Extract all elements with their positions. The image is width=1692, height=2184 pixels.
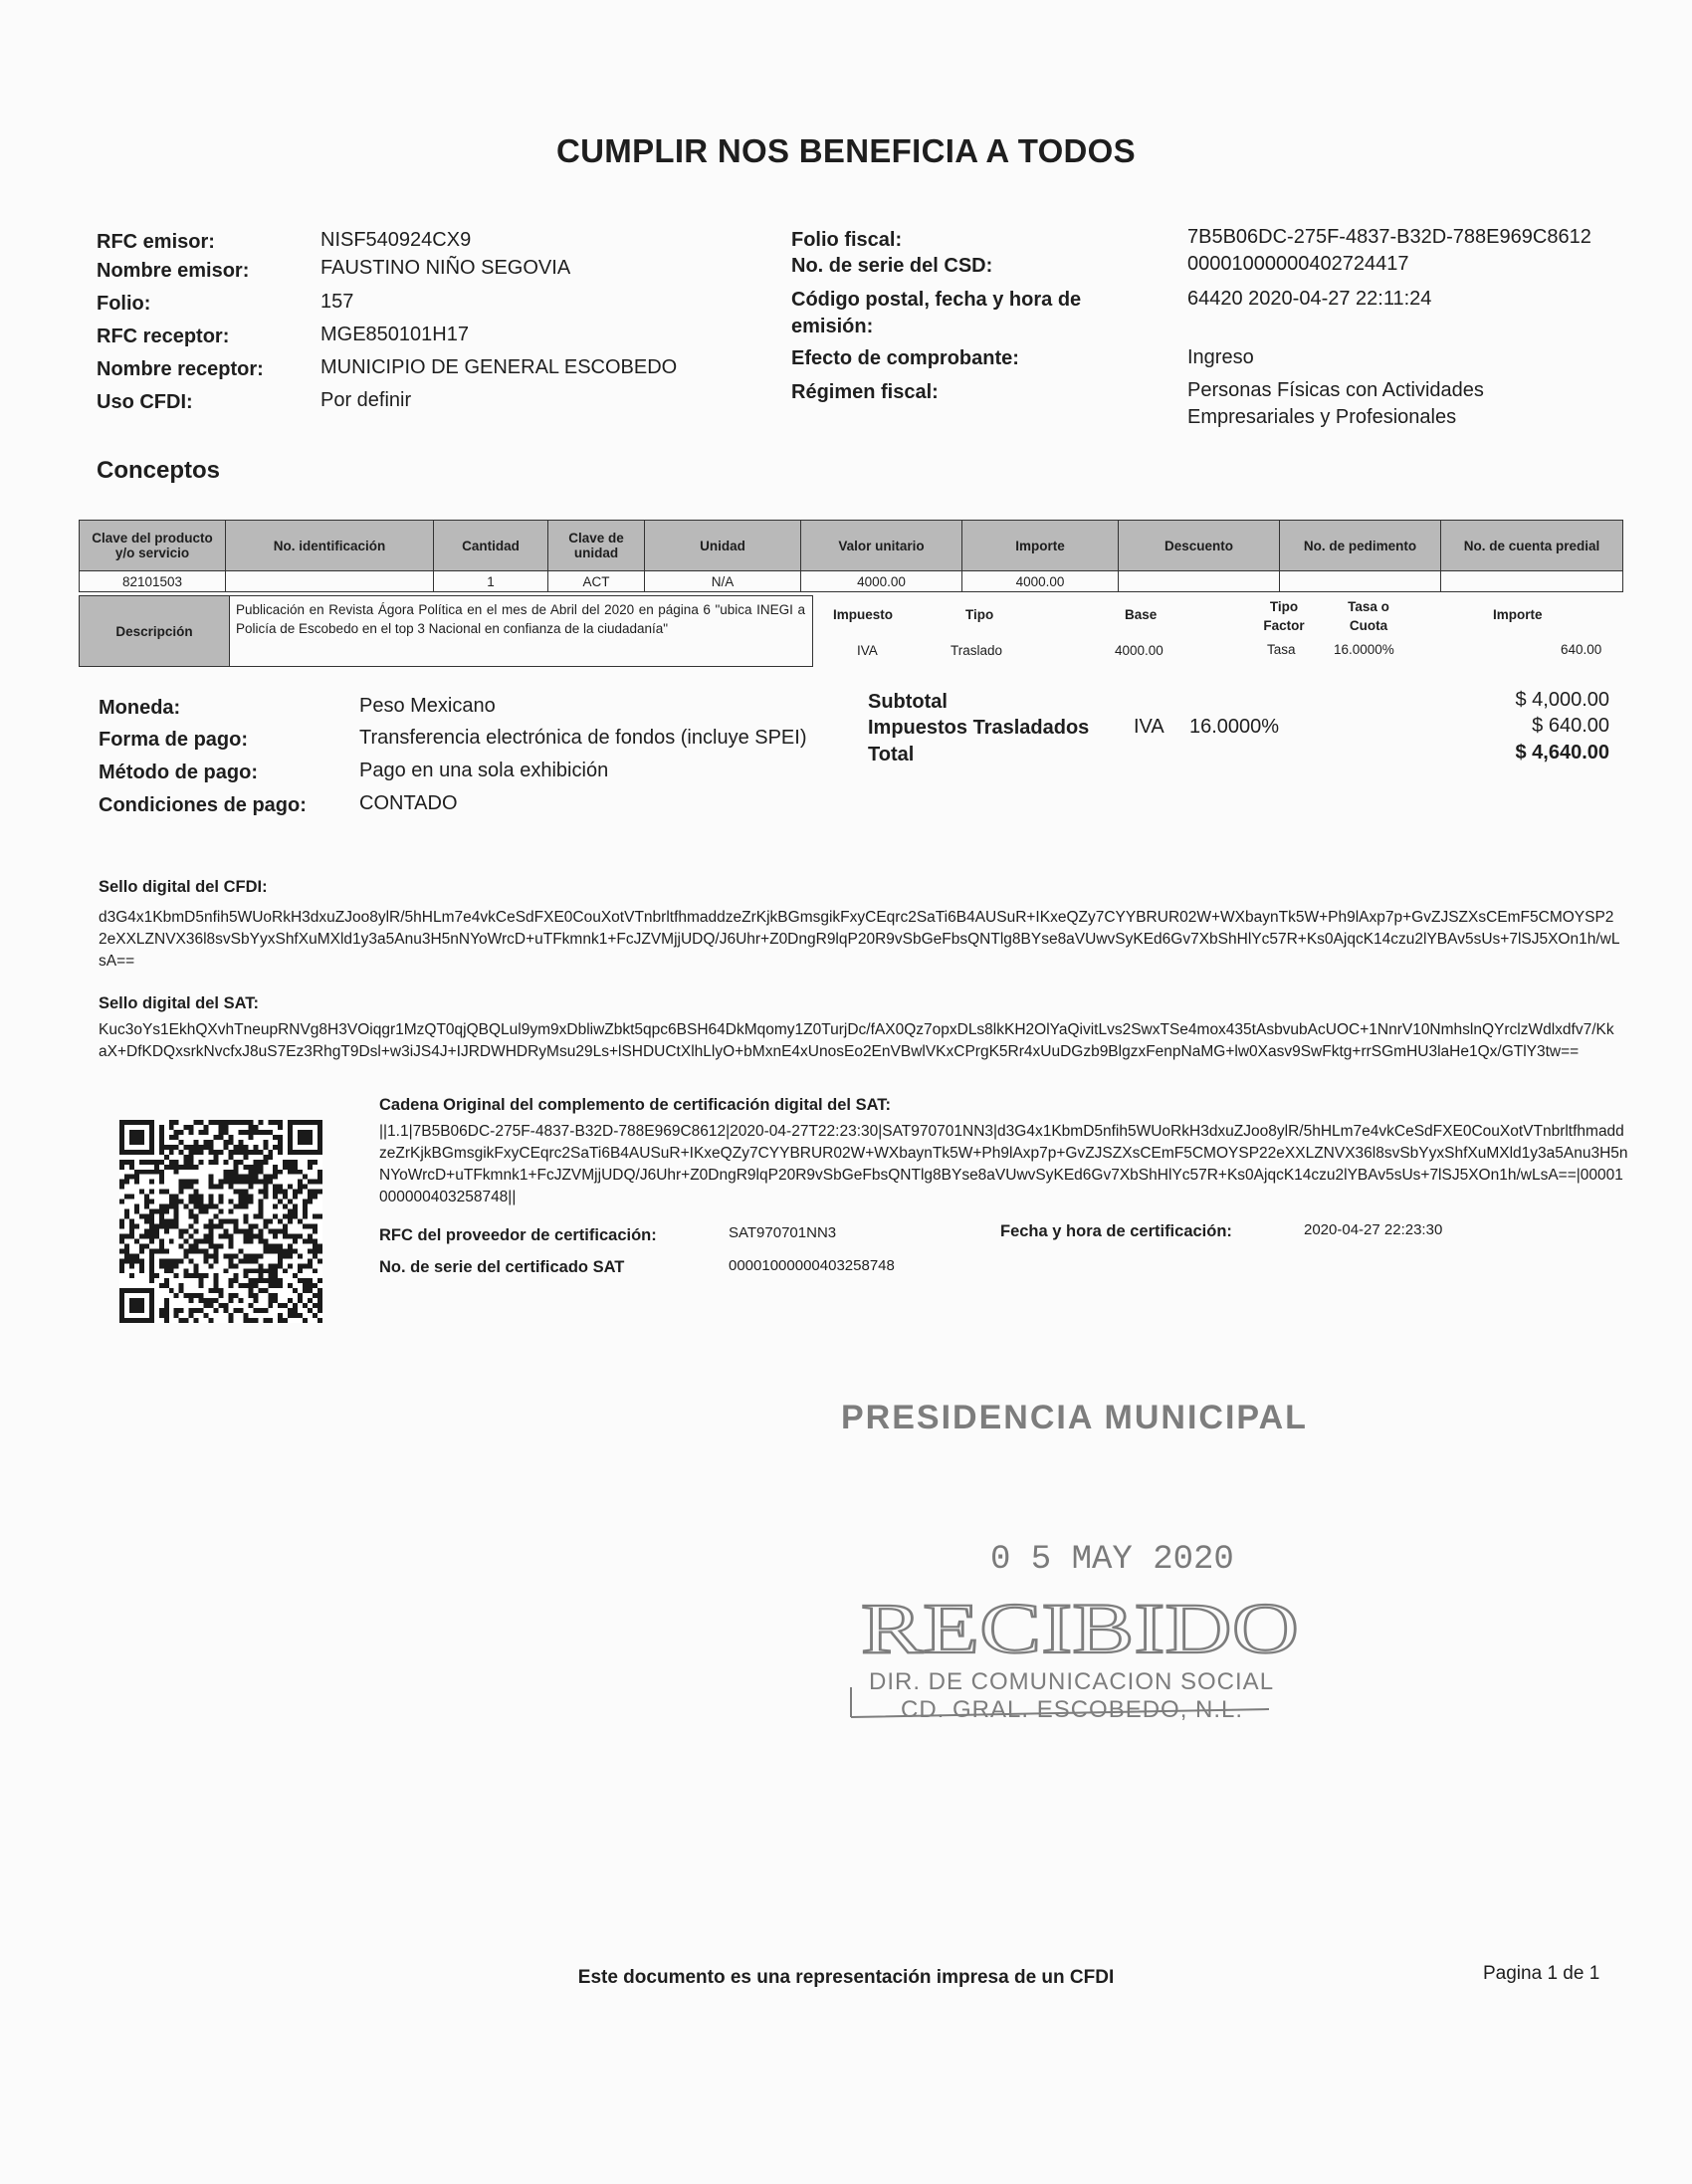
cp-fecha-label-2: emisión: bbox=[791, 316, 874, 337]
uso-cfdi-label: Uso CFDI: bbox=[97, 391, 193, 413]
total-label: Total bbox=[868, 744, 915, 765]
rfc-receptor-label: RFC receptor: bbox=[97, 326, 230, 347]
col-cuenta-predial: No. de cuenta predial bbox=[1441, 521, 1623, 571]
col-unidad: Unidad bbox=[645, 521, 801, 571]
cell-clave-producto: 82101503 bbox=[80, 571, 226, 592]
stamp-date: 0 5 MAY 2020 bbox=[990, 1541, 1234, 1579]
imp-tasa-cuota: 16.0000% bbox=[1334, 642, 1394, 657]
imp-header-tasa-cuota: Tasa o Cuota bbox=[1348, 599, 1389, 633]
col-descuento: Descuento bbox=[1119, 521, 1280, 571]
metodo-pago-label: Método de pago: bbox=[99, 762, 258, 783]
regimen-value-2: Empresariales y Profesionales bbox=[1187, 406, 1457, 428]
imp-header-importe: Importe bbox=[1493, 607, 1543, 622]
forma-pago-value: Transferencia electrónica de fondos (incluye SPEI) bbox=[359, 727, 807, 749]
descripcion-text: Publicación en Revista Ágora Política en el mes de Abril del 2020 en página 6 "ubica INEGI a Policía de Escobedo en el top 3 Nacional en confianza de la ciudadanía" bbox=[236, 602, 805, 636]
metodo-pago-value: Pago en una sola exhibición bbox=[359, 760, 609, 781]
cell-valor-unitario: 4000.00 bbox=[801, 571, 962, 592]
col-no-pedimento: No. de pedimento bbox=[1280, 521, 1441, 571]
folio-fiscal-value: 7B5B06DC-275F-4837-B32D-788E969C8612 bbox=[1187, 226, 1591, 248]
iva-label: IVA bbox=[1134, 716, 1164, 738]
stamp-word: RECIBIDO bbox=[861, 1589, 1299, 1668]
subtotal-value: $ 4,000.00 bbox=[1515, 689, 1609, 711]
regimen-value: Personas Físicas con Actividades bbox=[1187, 379, 1484, 401]
condiciones-value: CONTADO bbox=[359, 792, 458, 814]
uso-cfdi-value: Por definir bbox=[320, 389, 412, 411]
rfc-receptor-value: MGE850101H17 bbox=[320, 324, 469, 345]
col-no-identificacion: No. identificación bbox=[226, 521, 434, 571]
serie-sat-value: 00001000000403258748 bbox=[729, 1257, 895, 1274]
forma-pago-label: Forma de pago: bbox=[99, 729, 249, 751]
condiciones-label: Condiciones de pago: bbox=[99, 794, 307, 816]
imp-header-tipo: Tipo bbox=[965, 607, 994, 622]
stamp-line2: DIR. DE COMUNICACION SOCIAL bbox=[869, 1668, 1275, 1695]
serie-csd-value: 00001000000402724417 bbox=[1187, 253, 1409, 275]
cell-unidad: N/A bbox=[645, 571, 801, 592]
conceptos-heading: Conceptos bbox=[97, 457, 221, 484]
proveedor-label: RFC del proveedor de certificación: bbox=[379, 1226, 657, 1244]
nombre-emisor-value: FAUSTINO NIÑO SEGOVIA bbox=[320, 257, 571, 279]
imp-importe: 640.00 bbox=[1561, 642, 1602, 657]
imp-base: 4000.00 bbox=[1115, 643, 1163, 658]
imp-impuesto: IVA bbox=[857, 643, 878, 658]
conceptos-table bbox=[79, 520, 1623, 592]
folio-fiscal-label: Folio fiscal: bbox=[791, 229, 903, 251]
col-importe: Importe bbox=[962, 521, 1119, 571]
efecto-label: Efecto de comprobante: bbox=[791, 347, 1019, 369]
serie-csd-label: No. de serie del CSD: bbox=[791, 255, 993, 277]
rfc-emisor-label: RFC emisor: bbox=[97, 231, 215, 253]
descripcion-box bbox=[79, 595, 813, 667]
descripcion-label: Descripción bbox=[80, 596, 230, 666]
table-header-row bbox=[80, 521, 1623, 571]
fecha-cert-label: Fecha y hora de certificación: bbox=[1000, 1222, 1232, 1240]
stamp-line3: CD. GRAL. ESCOBEDO, N.L. bbox=[901, 1696, 1244, 1723]
cadena-value: ||1.1|7B5B06DC-275F-4837-B32D-788E969C8612|2020-04-27T22:23:30|SAT970701NN3|d3G4x1KbmD5nfih5WUoRkH3dxuZJoo8ylR/5hHLm7e4vkCeSdFXE0CouXotVTnbrltfhmaddzeZrKjkBGmsgikFxyCEqrc2SaTi6B4AUSuR+IKxeQZy7CYYBRUR02W+WXbaynTk5W+Ph9lAxp7p+GvZJSZXsCEmF5CMOYSP22eXXLZNVX36l8svSbYyxShfXuMXld1y3a5Anu3H5nNYoWrcD+uTFkmnk1+FcJZVMjjUDQ/J6Uhr+Z0DngR9lqP20R9vSbGeFbsQNTlg8BYse8aVUwvSyKEd6Gv7XbShHlYc57R+Ks0AjqcK14czu2lYBAv5sUs+7lSJ5XOn1h/wLsA==|00001000000403258748|| bbox=[379, 1123, 1628, 1205]
cell-cuenta-predial bbox=[1441, 571, 1623, 592]
nombre-receptor-value: MUNICIPIO DE GENERAL ESCOBEDO bbox=[320, 356, 678, 378]
sello-sat-label: Sello digital del SAT: bbox=[99, 994, 260, 1012]
col-clave-producto: Clave del producto y/o servicio bbox=[80, 521, 226, 571]
cell-descuento bbox=[1119, 571, 1280, 592]
imp-header-impuesto: Impuesto bbox=[833, 607, 894, 622]
cell-cantidad: 1 bbox=[434, 571, 548, 592]
moneda-value: Peso Mexicano bbox=[359, 695, 496, 717]
sello-cfdi-label: Sello digital del CFDI: bbox=[99, 878, 268, 896]
impuestos-label: Impuestos Trasladados bbox=[868, 717, 1090, 739]
recibido-stamp bbox=[841, 1389, 1329, 1727]
cell-no-pedimento bbox=[1280, 571, 1441, 592]
col-cantidad: Cantidad bbox=[434, 521, 548, 571]
imp-header-base: Base bbox=[1125, 607, 1158, 622]
cadena-label: Cadena Original del complemento de certificación digital del SAT: bbox=[379, 1096, 892, 1114]
impuestos-value: $ 640.00 bbox=[1532, 715, 1609, 737]
nombre-emisor-label: Nombre emisor: bbox=[97, 260, 250, 282]
moneda-label: Moneda: bbox=[99, 697, 181, 719]
cell-clave-unidad: ACT bbox=[548, 571, 645, 592]
qr-code bbox=[119, 1120, 322, 1323]
cp-fecha-value: 64420 2020-04-27 22:11:24 bbox=[1187, 288, 1432, 310]
cell-no-identificacion bbox=[226, 571, 434, 592]
document-title: CUMPLIR NOS BENEFICIA A TODOS bbox=[556, 132, 1136, 169]
total-value: $ 4,640.00 bbox=[1515, 742, 1609, 764]
serie-sat-label: No. de serie del certificado SAT bbox=[379, 1258, 625, 1276]
folio-value: 157 bbox=[320, 291, 354, 313]
table-row bbox=[80, 571, 1623, 592]
subtotal-label: Subtotal bbox=[868, 691, 948, 713]
page-number: Pagina 1 de 1 bbox=[1483, 1963, 1600, 1984]
fecha-cert-value: 2020-04-27 22:23:30 bbox=[1304, 1221, 1443, 1238]
rfc-emisor-value: NISF540924CX9 bbox=[320, 229, 472, 251]
imp-header-tipo-factor: Tipo Factor bbox=[1263, 599, 1305, 633]
cp-fecha-label: Código postal, fecha y hora de bbox=[791, 289, 1082, 311]
nombre-receptor-label: Nombre receptor: bbox=[97, 358, 264, 380]
iva-tasa: 16.0000% bbox=[1189, 716, 1280, 738]
cell-importe: 4000.00 bbox=[962, 571, 1119, 592]
imp-tipo-factor: Tasa bbox=[1267, 642, 1296, 657]
col-valor-unitario: Valor unitario bbox=[801, 521, 962, 571]
regimen-label: Régimen fiscal: bbox=[791, 381, 939, 403]
footer-note: Este documento es una representación impresa de un CFDI bbox=[577, 1967, 1115, 1988]
imp-tipo: Traslado bbox=[951, 643, 1003, 658]
sello-cfdi-value: d3G4x1KbmD5nfih5WUoRkH3dxuZJoo8ylR/5hHLm7e4vkCeSdFXE0CouXotVTnbrltfhmaddzeZrKjkBGmsgikFxyCEqrc2SaTi6B4AUSuR+IKxeQZy7CYYBRUR02W+WXbaynTk5W+Ph9lAxp7p+GvZJSZXsCEmF5CMOYSP22eXXLZNVX36l8svSbYyxShfXuMXld1y3a5Anu3H5nNYoWrcD+uTFkmnk1+FcJZVMjjUDQ/J6Uhr+Z0DngR9lqP20R9vSbGeFbsQNTlg8BYse8aVUwvSyKEd6Gv7XbShHlYc57R+Ks0AjqcK14czu2lYBAv5sUs+7lSJ5XOn1h/wLsA== bbox=[99, 909, 1620, 970]
col-clave-unidad: Clave de unidad bbox=[548, 521, 645, 571]
efecto-value: Ingreso bbox=[1187, 346, 1254, 368]
proveedor-value: SAT970701NN3 bbox=[729, 1224, 837, 1241]
stamp-line1: PRESIDENCIA MUNICIPAL bbox=[841, 1399, 1308, 1436]
folio-label: Folio: bbox=[97, 293, 151, 315]
sello-sat-value: Kuc3oYs1EkhQXvhTneupRNVg8H3VOiqgr1MzQT0qjQBQLul9ym9xDbliwZbkt5qpc6BSH64DkMqomy1Z0TurjDc/fAX0Qz7opxDLs8lkKH2OlYaQivitLvs2SwxTSe4mox435tAsbvubAcUOC+1NnrV10NmhslnQYrclzWdlxdfv7/KkaX+DfKDQxsrkNvcfxJ8uS7Ez3RhgT9Dsl+w3iJS4J+IJRDWHDRyMsu29Ls+lSHDUCtXlhLlyO+bMxnE4xUnosEo2EnVBwlVKxCPrgK5Rr4xUuDGzb9BlgzxFenpNaMG+lw0Xasv9SwFktg+rrSGmHU3laHe1Qx/GTlY3tw== bbox=[99, 1021, 1614, 1060]
